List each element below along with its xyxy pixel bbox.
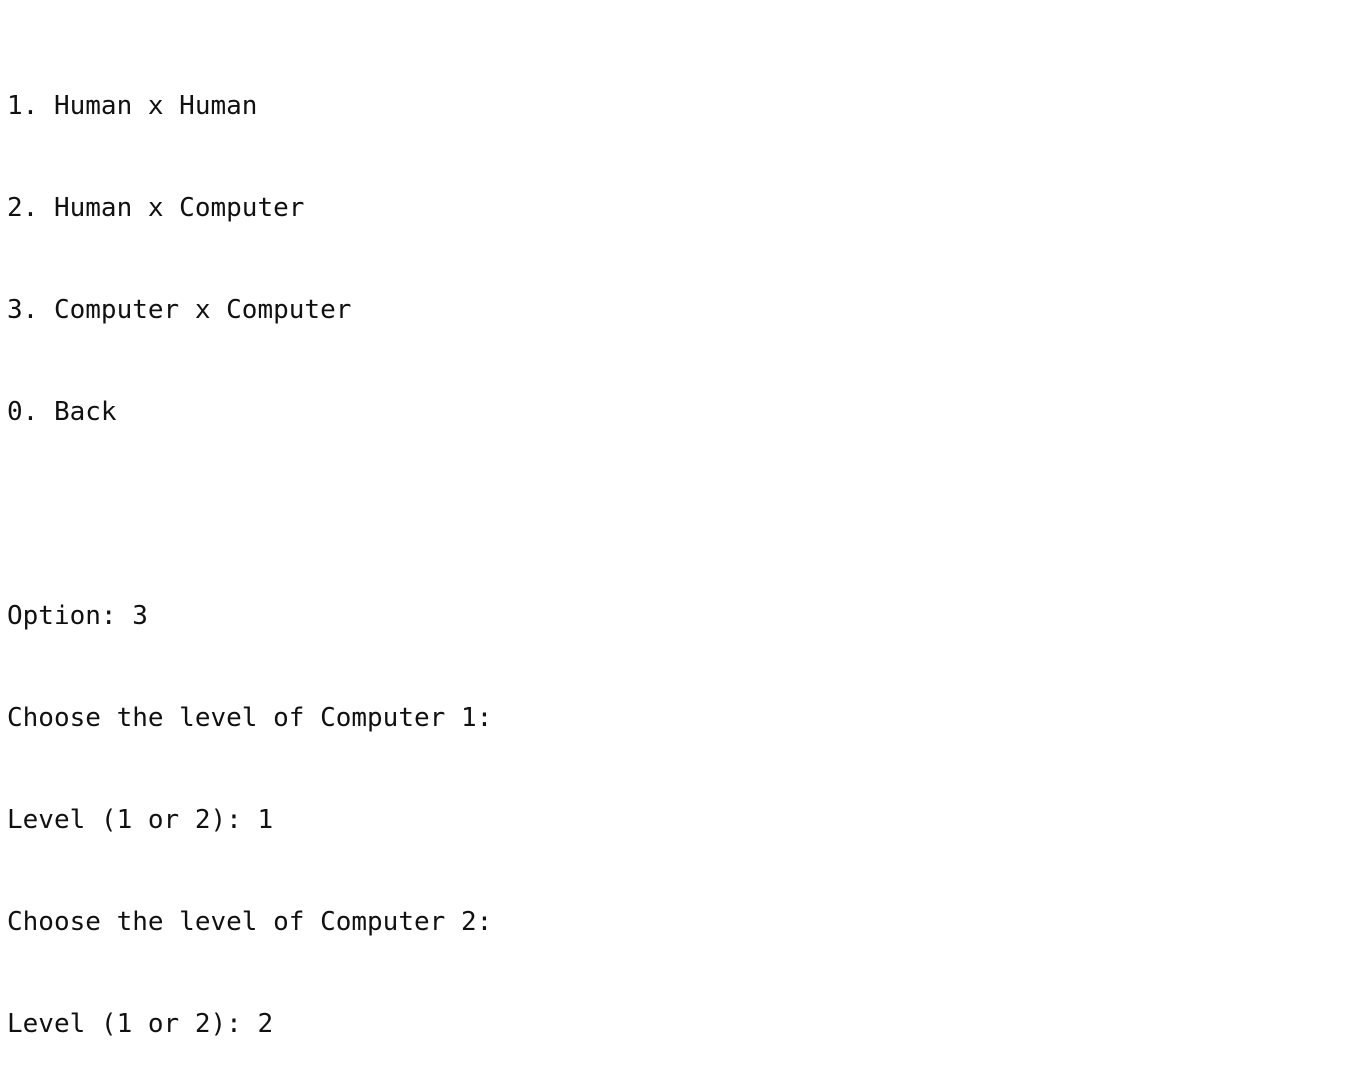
menu-option-back: 0. Back xyxy=(7,397,117,427)
blank-line xyxy=(7,497,1360,531)
computer-1-level-prompt: Choose the level of Computer 1: xyxy=(7,703,493,733)
menu-option-computer-vs-computer: 3. Computer x Computer xyxy=(7,295,352,325)
computer-1-level-input: Level (1 or 2): 1 xyxy=(7,805,274,835)
menu-option-human-vs-computer: 2. Human x Computer xyxy=(7,193,305,223)
menu-option-human-vs-human: 1. Human x Human xyxy=(7,91,258,121)
computer-2-level-prompt: Choose the level of Computer 2: xyxy=(7,907,493,937)
computer-2-level-input: Level (1 or 2): 2 xyxy=(7,1009,274,1039)
option-input-line: Option: 3 xyxy=(7,601,148,631)
